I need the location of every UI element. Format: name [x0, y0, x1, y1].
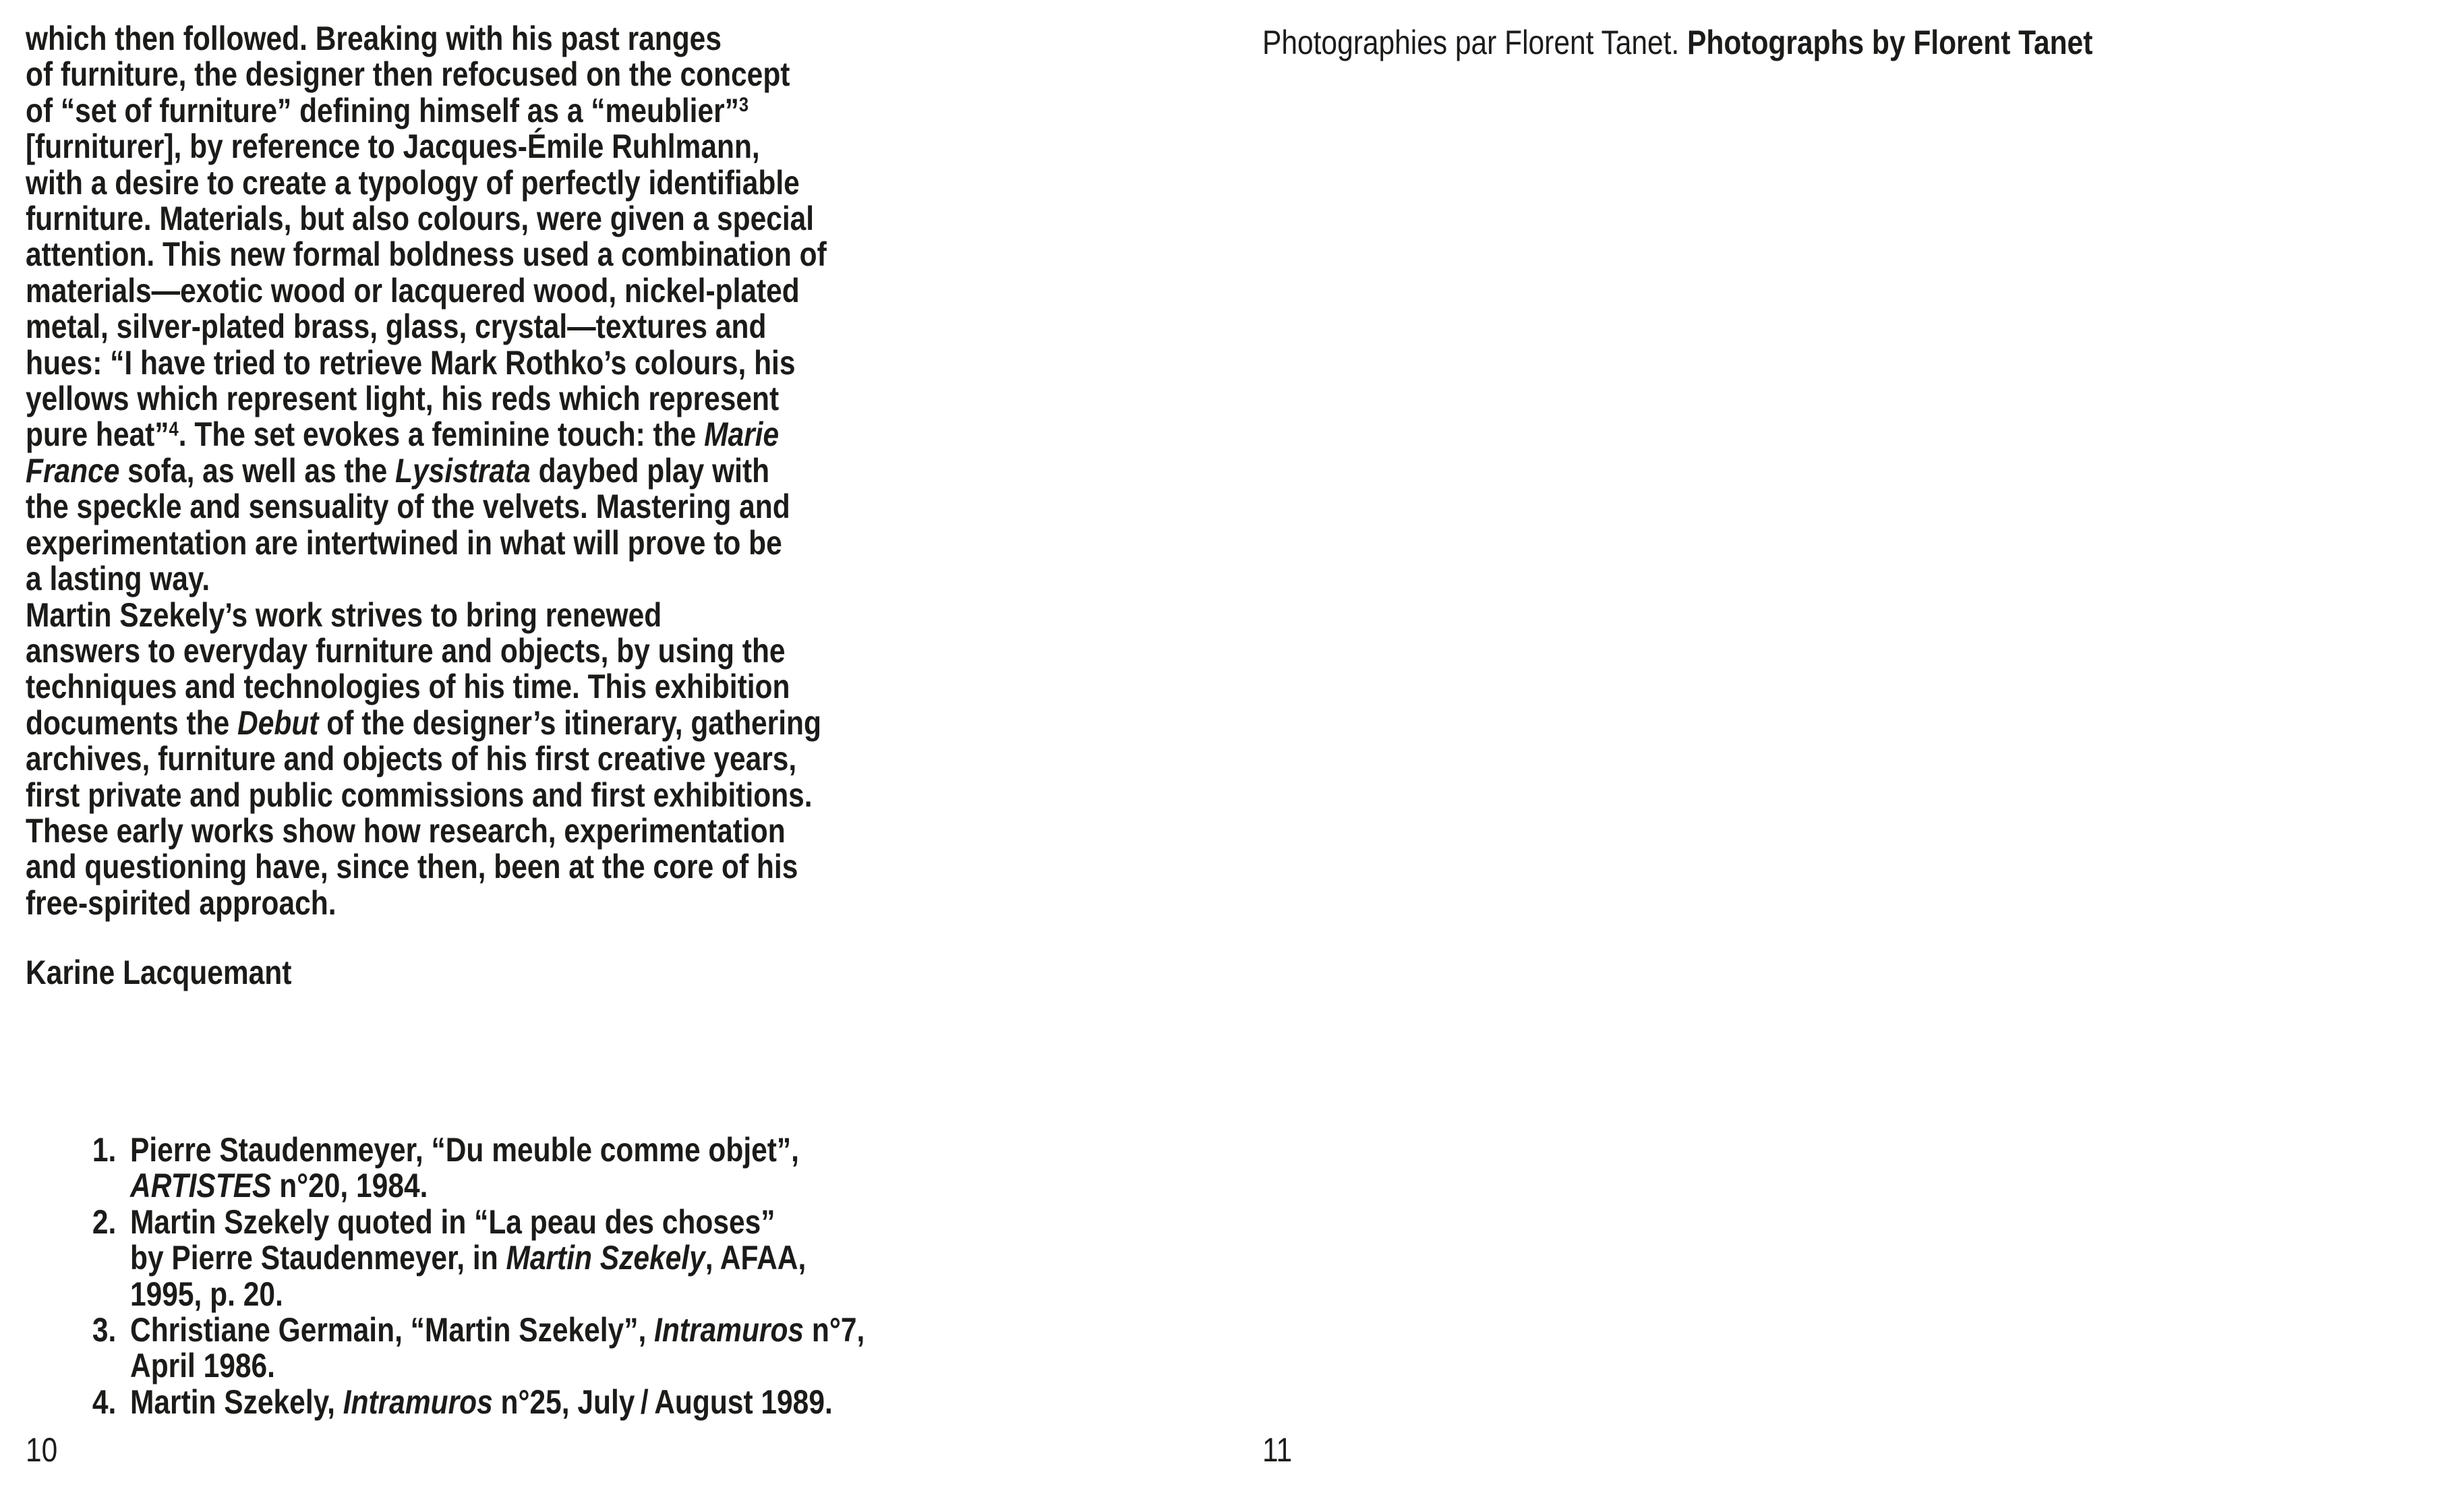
footnote-text: Christiane Germain, “Martin Szekely”, Intramuros n°7, [130, 1311, 865, 1349]
paragraph-2 [26, 597, 968, 922]
text-line: with a desire to create a typology of perfectly identifiable [26, 163, 800, 202]
footnote-marker: 2. [92, 1202, 117, 1241]
essay-text [26, 21, 968, 921]
page-number-left [26, 1432, 63, 1468]
text-line: metal, silver-plated brass, glass, crystal—textures and [26, 308, 767, 346]
text-line: 11 [1262, 1431, 1293, 1469]
footnote-marker: 4. [92, 1382, 117, 1421]
text-line: archives, furniture and objects of his first creative years, [26, 740, 797, 778]
text-line: experimentation are intertwined in what will prove to be [26, 523, 782, 562]
text-line: documents the Debut of the designer’s itinerary, gathering [26, 703, 821, 742]
text-line [92, 1131, 864, 1169]
text-line: of furniture, the designer then refocused on the concept [26, 55, 790, 94]
text-line: and questioning have, since then, been at the core of his [26, 848, 798, 886]
footnote-marker: 3. [92, 1311, 117, 1349]
footnote-4 [92, 1382, 995, 1421]
text-line: the speckle and sensuality of the velvets. Mastering and [26, 488, 790, 526]
paragraph-1 [26, 21, 968, 597]
photo-credit-caption [1262, 25, 2239, 61]
text-line: 1995, p. 20. [130, 1275, 283, 1313]
footnote-text: Martin Szekely, Intramuros n°25, July / August 1989. [130, 1382, 833, 1421]
text-line: which then followed. Breaking with his past ranges [26, 20, 722, 57]
caption-french: Photographies par Florent Tanet. [1262, 24, 1688, 61]
text-line: 10 [26, 1431, 58, 1469]
text-line [92, 1382, 864, 1421]
footnote-text: Pierre Staudenmeyer, “Du meuble comme objet”, [130, 1131, 799, 1169]
text-line: hues: “I have tried to retrieve Mark Rothko’s colours, his [26, 343, 796, 382]
footnote-text: Martin Szekely quoted in “La peau des choses” [130, 1202, 775, 1241]
text-line: These early works show how research, experimentation [26, 811, 786, 850]
text-line [1262, 25, 2092, 61]
text-line: pure heat”$^4$. The set evokes a feminine touch: the Marie [26, 415, 780, 454]
footnote-1 [92, 1131, 995, 1205]
text-line: Martin Szekely’s work strives to bring renewed [26, 595, 662, 634]
text-line: Karine Lacquemant [26, 954, 292, 991]
text-line: attention. This new formal boldness used a combination of [26, 235, 827, 274]
text-line: [furniturer], by reference to Jacques-Émile Ruhlmann, [26, 127, 760, 166]
caption-english: Photographs by Florent Tanet [1687, 24, 2093, 61]
right-page [1232, 0, 2464, 1487]
author-signature [26, 955, 339, 991]
text-line: ARTISTES n°20, 1984. [130, 1167, 428, 1205]
footnotes [92, 1131, 995, 1421]
text-line: April 1986. [130, 1347, 275, 1385]
text-line: furniture. Materials, but also colours, were given a special [26, 200, 815, 238]
text-line: first private and public commissions and first exhibitions. [26, 776, 813, 814]
text-line: of “set of furniture” defining himself as a “meublier”$^3$ [26, 91, 749, 129]
text-line: free-spirited approach. [26, 883, 336, 922]
footnote-2 [92, 1202, 995, 1313]
text-line: France sofa, as well as the Lysistrata daybed play with [26, 451, 770, 490]
text-line: answers to everyday furniture and objects, by using the [26, 631, 786, 670]
text-line [92, 1202, 864, 1241]
page-number-right [1262, 1432, 1297, 1468]
text-line: a lasting way. [26, 560, 210, 598]
text-line: techniques and technologies of his time. This exhibition [26, 668, 790, 706]
footnote-marker: 1. [92, 1131, 117, 1169]
text-line [92, 1311, 865, 1349]
text-line: by Pierre Staudenmeyer, in Martin Szekely, AFAA, [130, 1239, 806, 1277]
text-line: materials—exotic wood or lacquered wood, nickel-plated [26, 271, 800, 310]
text-line: yellows which represent light, his reds which represent [26, 380, 780, 418]
footnote-3 [92, 1311, 995, 1385]
